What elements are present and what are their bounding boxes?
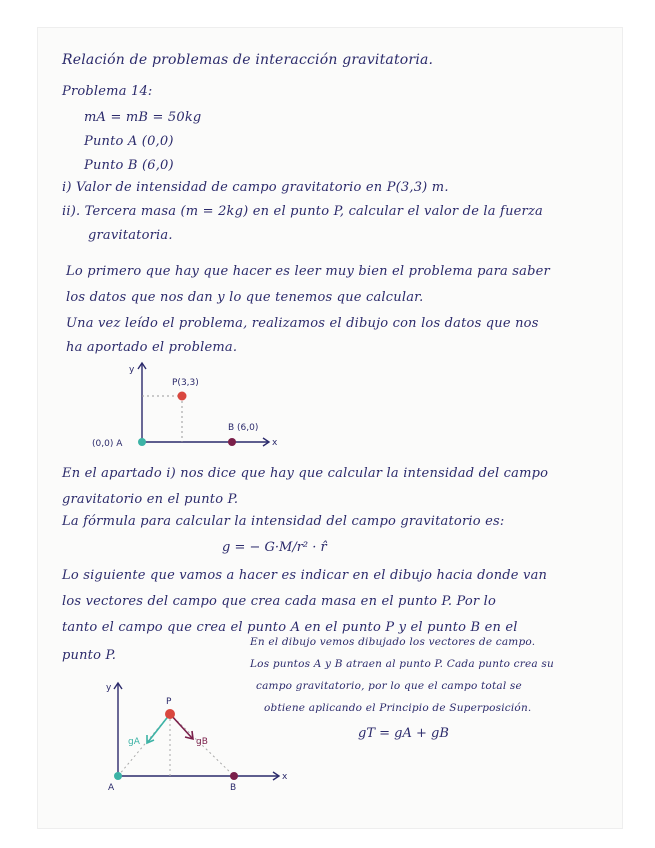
question-1: i) Valor de intensidad de campo gravitatorio en P(3,3) m.	[62, 180, 449, 195]
point-p-label: P(3,3)	[172, 378, 199, 388]
vector-ga-label: gA	[128, 737, 140, 747]
vector-ga	[148, 714, 170, 742]
paragraph-4-line-2: Los puntos A y B atraen al punto P. Cada punto crea su	[250, 658, 554, 670]
diagram-field-vectors	[86, 672, 296, 798]
question-2-line-2: gravitatoria.	[88, 228, 173, 243]
paragraph-4-line-4: obtiene aplicando el Principio de Superposición.	[264, 702, 532, 714]
paragraph-3-line-1: Lo siguiente que vamos a hacer es indicar en el dibujo hacia donde van	[62, 568, 548, 583]
paragraph-1-line-4: ha aportado el problema.	[66, 340, 238, 355]
point-p	[165, 709, 175, 719]
x-axis-label: x	[272, 438, 278, 448]
paragraph-1-line-3: Una vez leído el problema, realizamos el dibujo con los datos que nos	[66, 316, 539, 331]
point-a-label: (0,0) A	[92, 439, 123, 449]
point-b	[230, 772, 238, 780]
field-formula: g = − G·M/r² · r̂	[222, 540, 327, 555]
paragraph-3-line-3: tanto el campo que crea el punto A en el punto P y el punto B en el	[62, 620, 518, 635]
diagram-points	[80, 358, 300, 458]
point-b	[228, 438, 236, 446]
point-p-label: P	[166, 697, 172, 707]
paragraph-4-line-3: campo gravitatorio, por lo que el campo total se	[256, 680, 522, 692]
x-axis-label: x	[282, 772, 288, 782]
paragraph-2-line-3: La fórmula para calcular la intensidad del campo gravitatorio es:	[62, 514, 505, 529]
given-point-b: Punto B (6,0)	[84, 158, 174, 173]
paragraph-3-line-2: los vectores del campo que crea cada masa en el punto P. Por lo	[62, 594, 497, 609]
point-a	[114, 772, 122, 780]
point-a	[138, 438, 146, 446]
paragraph-2-line-2: gravitatorio en el punto P.	[62, 492, 239, 507]
question-2-line-1: ii). Tercera masa (m = 2kg) en el punto P, calcular el valor de la fuerza	[62, 204, 543, 219]
point-p	[178, 392, 187, 401]
paragraph-4-line-1: En el dibujo vemos dibujado los vectores de campo.	[250, 636, 536, 648]
paragraph-3-line-4: punto P.	[62, 648, 117, 663]
point-b-label: B (6,0)	[228, 423, 259, 433]
y-axis-label: y	[129, 365, 135, 375]
given-masses: mA = mB = 50kg	[84, 110, 202, 125]
point-a-label: A	[108, 783, 115, 793]
document-title: Relación de problemas de interacción gravitatoria.	[62, 52, 434, 68]
paragraph-1-line-1: Lo primero que hay que hacer es leer muy bien el problema para saber	[66, 264, 550, 279]
paragraph-2-line-1: En el apartado i) nos dice que hay que calcular la intensidad del campo	[62, 466, 549, 481]
point-b-label: B	[230, 783, 237, 793]
problem-heading: Problema 14:	[62, 84, 153, 99]
given-point-a: Punto A (0,0)	[84, 134, 174, 149]
y-axis-label: y	[106, 683, 112, 693]
vector-gb-label: gB	[196, 737, 208, 747]
superposition-formula: gT = gA + gB	[358, 726, 449, 741]
paragraph-1-line-2: los datos que nos dan y lo que tenemos que calcular.	[66, 290, 424, 305]
